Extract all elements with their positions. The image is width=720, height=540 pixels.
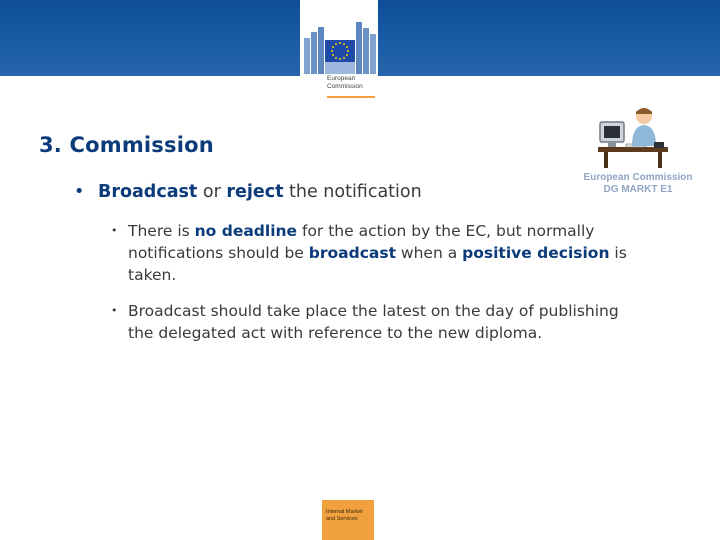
emphasis-broadcast: Broadcast — [98, 182, 198, 202]
emphasis-positive-decision: positive decision — [462, 244, 610, 262]
logo-text-line2: Commission — [327, 83, 363, 90]
department-badge — [578, 106, 698, 196]
bullet-marker: • — [74, 182, 85, 202]
footer-dg-label — [326, 509, 372, 523]
slide-title: 3. Commission — [39, 133, 214, 157]
sub-bullet-text — [128, 220, 631, 286]
emphasis-broadcast: broadcast — [308, 244, 396, 262]
text-run: There is — [128, 222, 195, 240]
person-at-computer-icon — [596, 106, 676, 170]
emphasis-no-deadline: no deadline — [194, 222, 298, 240]
sub-bullet-text: Broadcast should take place the latest on the day of publishing the delegated act with reference to the new diploma. — [128, 302, 619, 342]
footer-dg-tab — [322, 500, 374, 540]
bullet-main-text: or — [197, 182, 227, 202]
sub-bullet-timing — [111, 300, 631, 344]
department-line2: DG MARKT E1 — [603, 184, 673, 195]
emphasis-reject: reject — [226, 182, 284, 202]
department-name — [578, 172, 698, 196]
bullet-marker: • — [111, 304, 118, 317]
european-commission-logo — [300, 0, 378, 100]
text-run: is taken. — [128, 244, 627, 284]
footer-line1: Internal Market — [326, 509, 363, 515]
commission-building-icon — [304, 14, 376, 74]
department-line1: European Commission — [583, 172, 693, 183]
bullet-main-text: the notification — [283, 182, 422, 202]
text-run: when a — [395, 244, 463, 262]
bullet-marker: • — [111, 224, 118, 237]
logo-underline — [327, 96, 375, 98]
logo-text — [327, 75, 377, 91]
text-run: for the action by the EC, but normally notifications should be — [128, 222, 595, 262]
bullet-main — [74, 182, 422, 202]
logo-text-line1: European — [327, 75, 356, 82]
sub-bullet-deadline — [111, 220, 631, 286]
footer-line2: and Services — [326, 516, 358, 522]
